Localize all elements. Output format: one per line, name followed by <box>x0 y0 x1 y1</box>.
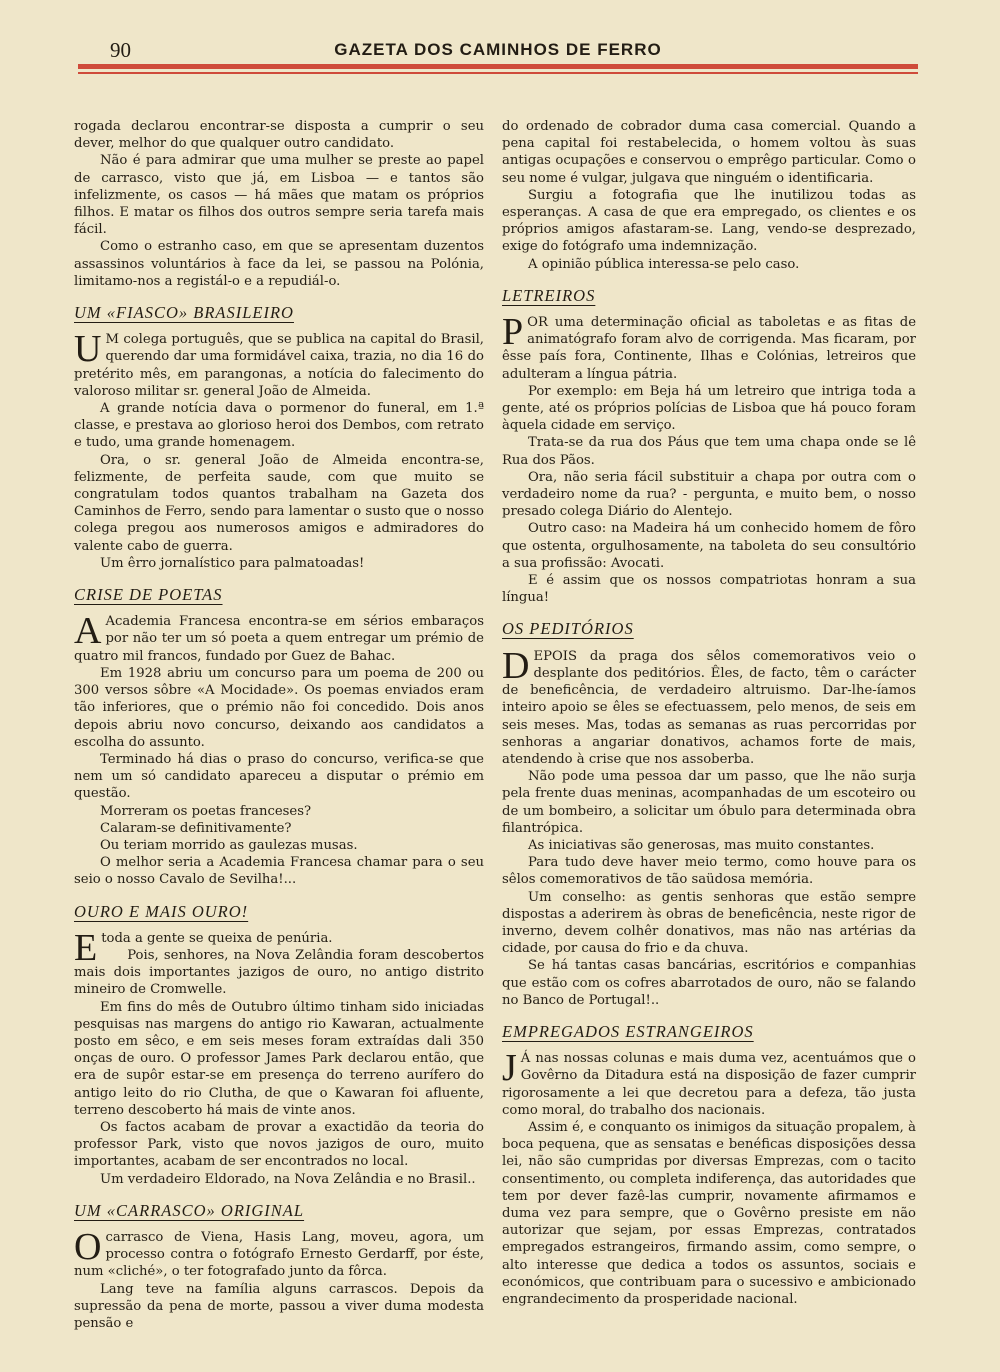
section-heading: UM «FIASCO» BRASILEIRO <box>74 303 294 323</box>
paragraph: Ora, não seria fácil substituir a chapa por outra com o verdadeiro nome da rua? - pergunta, e muito bem, o nosso presado colega Diário do Alentejo. <box>502 469 916 520</box>
paragraph: Ora, o sr. general João de Almeida encontra-se, felizmente, de perfeita saude, com que muito se congratulam todos quantos trabalham na Gazeta dos Caminhos de Ferro, sendo para lamentar o susto que o nosso colega pregou aos numerosos amigos e admiradores do valente cabo de guerra. <box>74 452 484 554</box>
paragraph: Para tudo deve haver meio termo, como houve para os sêlos comemorativos de tão saüdosa memória. <box>502 855 916 888</box>
section-heading: EMPREGADOS ESTRANGEIROS <box>502 1021 754 1041</box>
paragraph: A opinião pública interessa-se pelo caso. <box>528 256 800 272</box>
left-column <box>74 118 484 1332</box>
paragraph: E é assim que os nossos compatriotas honram a sua língua! <box>502 573 916 606</box>
paragraph: O melhor seria a Academia Francesa chamar para o seu seio o nosso Cavalo de Sevilha!... <box>74 855 484 888</box>
paragraph: Lang teve na família alguns carrascos. Depois da supressão da pena de morte, passou a viver duma modesta pensão e <box>74 1281 484 1331</box>
section-heading: CRISE DE POETAS <box>74 585 223 605</box>
paragraph: As iniciativas são generosas, mas muito constantes. <box>528 837 875 853</box>
paragraph: Etoda a gente se queixa de penúria. <box>74 926 333 969</box>
paragraph: rogada declarou encontrar-se disposta a cumprir o seu dever, melhor do que qualquer outro candidato. <box>74 119 484 152</box>
paragraph: POR uma determinação oficial as taboletas e as fitas de animatógrafo foram alvo de corrigenda. Mas ficaram, por êsse país fora, Continente, Ilhas e Colónias, letreiros que adulteram a língua pátria. <box>502 311 916 382</box>
section-heading: OURO E MAIS OURO! <box>74 901 249 921</box>
paragraph: Ocarrasco de Viena, Hasis Lang, moveu, agora, um processo contra o fotógrafo Ernesto Gerdarff, por éste, num «cliché», o ter fotografado junto da fôrca. <box>74 1225 484 1280</box>
paragraph: Em fins do mês de Outubro último tinham sido iniciadas pesquisas nas margens do antigo rio Kawaran, actualmente posto em sêco, e em seis meses foram extraídas dali 350 onças de ouro. O professor James Park declarou então, que era de supôr estar-se em presença do terreno aurífero do antigo leito do rio Clutha, de que o Kawaran foi afluente, terreno descoberto há mais de vinte anos. <box>74 999 484 1118</box>
paragraph: Outro caso: na Madeira há um conhecido homem de fôro que ostenta, orgulhosamente, na taboleta do seu consultório a sua profissão: Avocati. <box>502 521 916 571</box>
page-header <box>78 38 918 78</box>
paragraph: DEPOIS da praga dos sêlos comemorativos veio o desplante dos peditórios. Êles, de facto, têm o carácter de beneficência, de verdadeiro altruismo. Dar-lhe-íamos inteiro apoio se êles se efectuassem, pelo menos, de seis em seis meses. Mas, todas as semanas as ruas percorridas por senhoras a angariar donativos, achamos forte de mais, atendendo à crise que nos assoberba. <box>502 644 916 767</box>
paragraph: Pois, senhores, na Nova Zelândia foram descobertos mais dois importantes jazigos de ouro, no antigo distrito mineiro de Cromwelle. <box>74 947 484 998</box>
paragraph: Não pode uma pessoa dar um passo, que lhe não surja pela frente duas meninas, acompanhadas de um escoteiro ou de um bombeiro, a solicitar um óbulo para determinada obra filantrópica. <box>502 769 916 836</box>
paragraph: UM colega português, que se publica na capital do Brasil, querendo dar uma formidável caixa, trazia, no dia 16 do pretérito mês, em parangonas, a notícia do falecimento do valoroso militar sr. general João de Almeida. <box>74 328 484 399</box>
paragraph: Em 1928 abriu um concurso para um poema de 200 ou 300 versos sôbre «A Mocidade». Os poemas enviados eram tão inferiores, que o prémio não foi concedido. Dois anos depois abriu novo concurso, deixando aos candidatos a escolha do assunto. <box>74 665 484 750</box>
paragraph: Um verdadeiro Eldorado, na Nova Zelândia e no Brasil.. <box>100 1171 476 1187</box>
right-column <box>502 118 916 1308</box>
section-heading: OS PEDITÓRIOS <box>502 619 634 639</box>
paragraph: Surgiu a fotografia que lhe inutilizou todas as esperanças. A casa de que era empregado, os clientes e os próprios amigos afastaram-se. Lang, vendo-se desprezado, exige do fotógrafo uma indemnização. <box>502 187 916 255</box>
paragraph: AAcademia Francesa encontra-se em sérios embaraços por não ter um só poeta a quem entregar um prémio de quatro mil francos, fundado por Guez de Bahac. <box>74 610 484 664</box>
paragraph: Não é para admirar que uma mulher se preste ao papel de carrasco, visto que já, em Lisboa — e tantos são infelizmente, os casos — há mães que matam os próprios filhos. E matar os filhos dos outros sempre seria tarefa mais fácil. <box>74 153 484 238</box>
paragraph: Os factos acabam de provar a exactidão da teoria do professor Park, visto que novos jazigos de ouro, muito importantes, acabam de ser encontrados no local. <box>74 1119 484 1170</box>
page-number: 90 <box>110 38 131 62</box>
paragraph: Um êrro jornalístico para palmatoadas! <box>100 555 365 571</box>
paragraph: JÁ nas nossas colunas e mais duma vez, acentuámos que o Govêrno da Ditadura está na disposição de fazer cumprir rigorosamente a lei que decretou para a defeza, tão justa como moral, do trabalho dos nacionais. <box>502 1047 916 1118</box>
paragraph: Se há tantas casas bancárias, escritórios e companhias que estão com os cofres abarrotados de ouro, não se falando no Banco de Portugal!.. <box>502 958 916 1008</box>
paragraph: Por exemplo: em Beja há um letreiro que intriga toda a gente, até os próprios polícias de Lisboa que há pouco foram àquela cidade em serviço. <box>502 383 916 434</box>
paragraph: Calaram-se definitivamente? <box>100 820 292 836</box>
section-heading: LETREIROS <box>502 285 596 305</box>
paragraph: Ou teriam morrido as gaulezas musas. <box>100 837 358 853</box>
paragraph: do ordenado de cobrador duma casa comercial. Quando a pena capital foi restabelecida, o homem voltou às suas antigas ocupações e conservou o emprêgo particular. Como o seu nome é vulgar, julgava que ninguém o identificaria. <box>502 119 916 186</box>
paragraph: Assim é, e conquanto os inimigos da situação propalem, à boca pequena, que as sensatas e benéficas disposições dessa lei, não são cumpridas por diversas Emprezas, com o tacito consentimento, ou completa indiferença, das autoridades que tem por dever fazê-las cumprir, novamente afirmamos e duma vez para sempre, que o Govêrno presiste em não autorizar que sejam, por essas Emprezas, contratados empregados estrangeiros, firmando assim, como sempre, o alto interesse que dedica a todos os assuntos, sociais e económicos, que contribuam para o sucessivo e ambicionado engrandecimento da prosperidade nacional. <box>502 1119 916 1307</box>
paragraph: Morreram os poetas franceses? <box>100 803 312 819</box>
header-rule-thin <box>78 72 918 74</box>
paragraph: Como o estranho caso, em que se apresentam duzentos assassinos voluntários à face da lei, se passou na Polónia, limitamo-nos a registál-o e a repudiál-o. <box>74 239 484 289</box>
paragraph: A grande notícia dava o pormenor do funeral, em 1.ª classe, e prestava ao glorioso heroi dos Dembos, com retrato e tudo, uma grande homenagem. <box>74 401 484 451</box>
header-rule <box>78 64 918 69</box>
paragraph: Terminado há dias o praso do concurso, verifica-se que nem um só candidato apareceu a disputar o prémio em questão. <box>74 751 484 802</box>
paragraph: Trata-se da rua dos Páus que tem uma chapa onde se lê Rua dos Pãos. <box>502 435 916 468</box>
paragraph: Um conselho: as gentis senhoras que estão sempre dispostas a aderirem às obras de beneficência, neste rigor de inverno, devem colhêr donativos, mas não nas artérias da cidade, por causa do frio e da chuva. <box>502 889 916 957</box>
section-heading: UM «CARRASCO» ORIGINAL <box>74 1200 305 1220</box>
masthead-title: GAZETA DOS CAMINHOS DE FERRO <box>334 40 662 59</box>
